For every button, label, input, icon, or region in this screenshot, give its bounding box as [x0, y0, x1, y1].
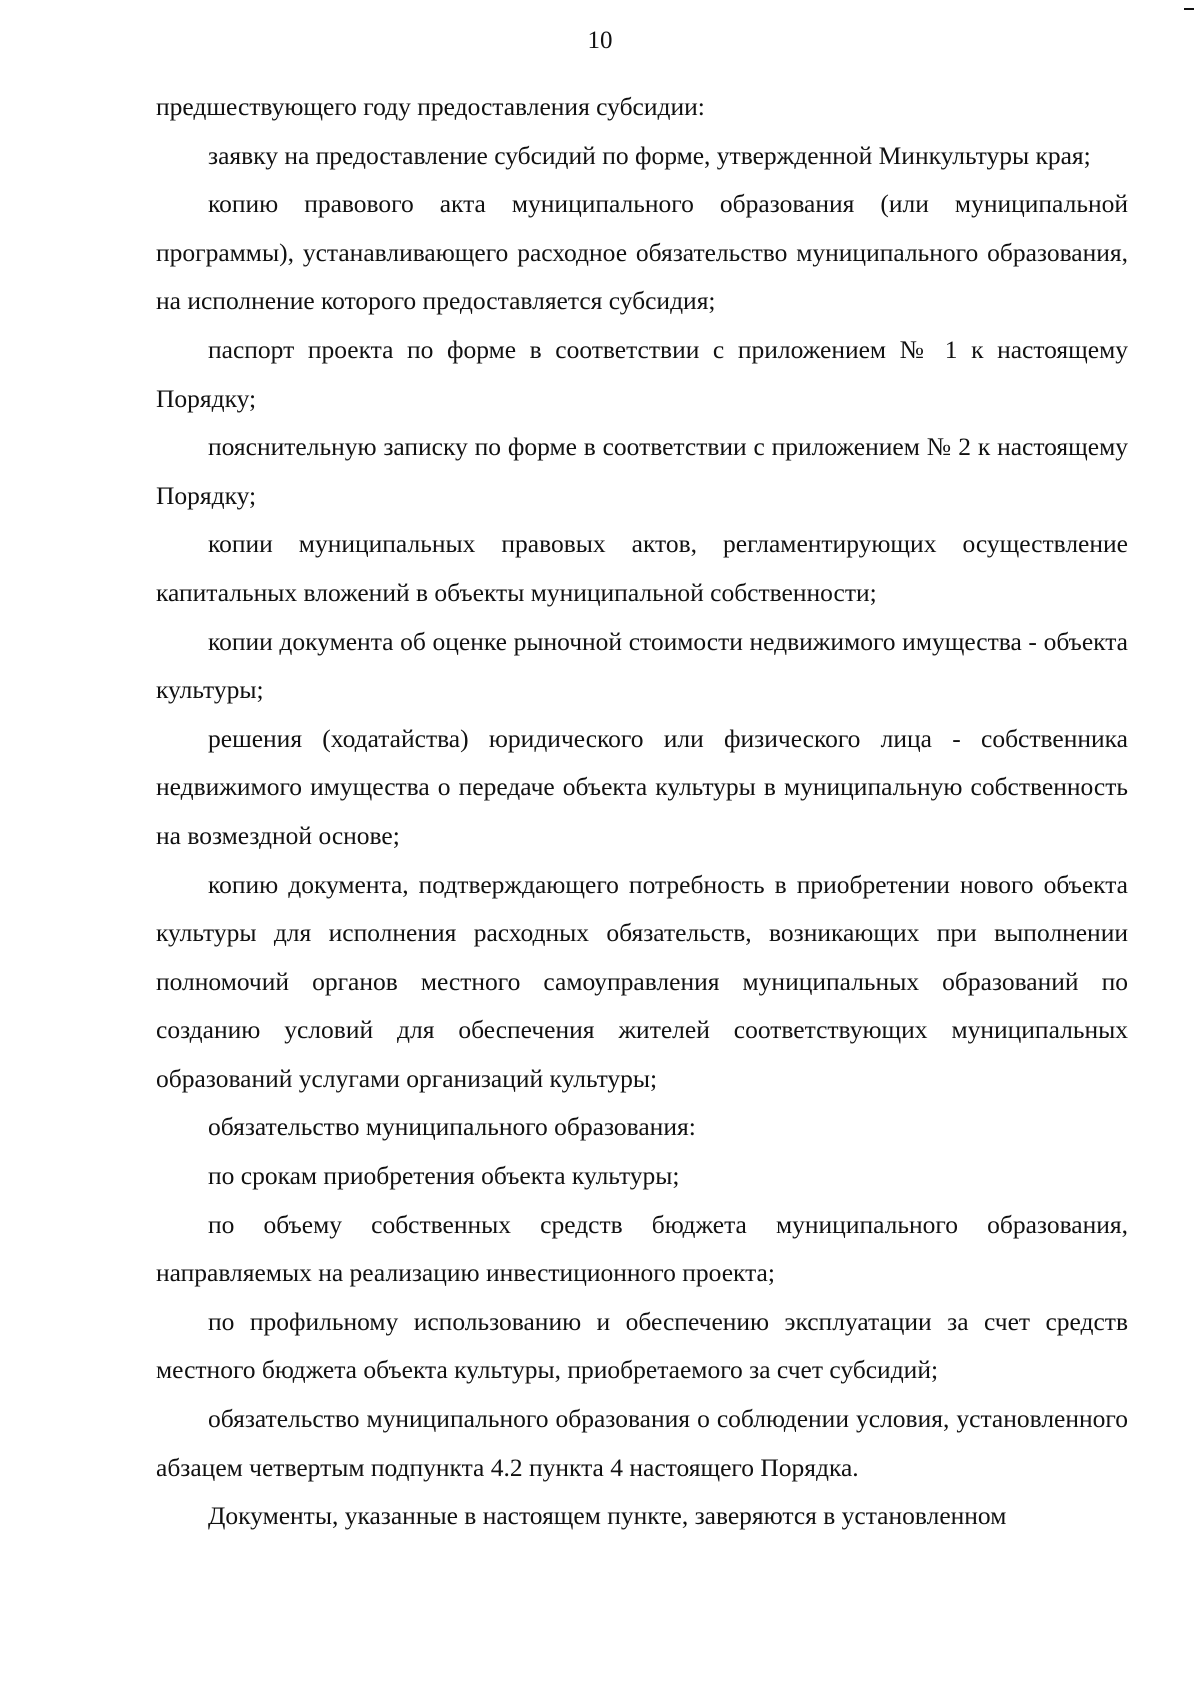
paragraph-need-document: копию документа, подтверждающего потребность в приобретении нового объекта культуры для исполнения расходных обязательств, возникающих при выполнении полномочий органов местного самоуправления муниципальных образований по созданию условий для обеспечения жителей соответствующих муниципальных образований услугами организаций культуры; [156, 869, 1128, 1093]
page-number: 10 [587, 27, 613, 54]
paragraph-continuation: предшествующего году предоставления субсидии: [156, 92, 705, 121]
paragraph-application: заявку на предоставление субсидий по форме, утвержденной Минкультуры края; [208, 140, 1091, 170]
paragraph-obligation-condition: обязательство муниципального образования о соблюдении условия, установленного абзацем четвертым подпункта 4.2 пункта 4 настоящего Порядка. [156, 1404, 1128, 1482]
paragraph-obligation: обязательство муниципального образования: [208, 1112, 696, 1142]
paragraph-legal-act-copy: копию правового акта муниципального образования (или муниципальной программы), устанавливающего расходное обязательство муниципального образования, на исполнение которого предоставляется субсидия; [156, 189, 1128, 316]
paragraph-valuation: копии документа об оценке рыночной стоимости недвижимого имущества - объекта культуры; [156, 626, 1128, 705]
paragraph-obligation-usage: по профильному использованию и обеспечению эксплуатации за счет средств местного бюджета объекта культуры, приобретаемого за счет субсидий; [156, 1306, 1128, 1385]
paragraph-project-passport: паспорт проекта по форме в соответствии с приложением № 1 к настоящему Порядку; [156, 334, 1128, 413]
paragraph-obligation-terms: по срокам приобретения объекта культуры; [208, 1161, 680, 1191]
paragraph-explanatory-note: пояснительную записку по форме в соответствии с приложением № 2 к настоящему Порядку; [156, 432, 1128, 510]
paragraph-certification: Документы, указанные в настоящем пункте, заверяются в установленном [208, 1501, 1007, 1531]
paragraph-municipal-acts: копии муниципальных правовых актов, регламентирующих осуществление капитальных вложений в объекты муниципальной собственности; [156, 529, 1128, 607]
paragraph-obligation-budget: по объему собственных средств бюджета муниципального образования, направляемых на реализацию инвестиционного проекта; [156, 1209, 1128, 1288]
paragraph-owner-decision: решения (ходатайства) юридического или физического лица - собственника недвижимого имущества о передаче объекта культуры в муниципальную собственность на возмездной основе; [156, 723, 1128, 850]
scan-edge-mark [1184, 8, 1194, 10]
document-body [156, 83, 1128, 1541]
